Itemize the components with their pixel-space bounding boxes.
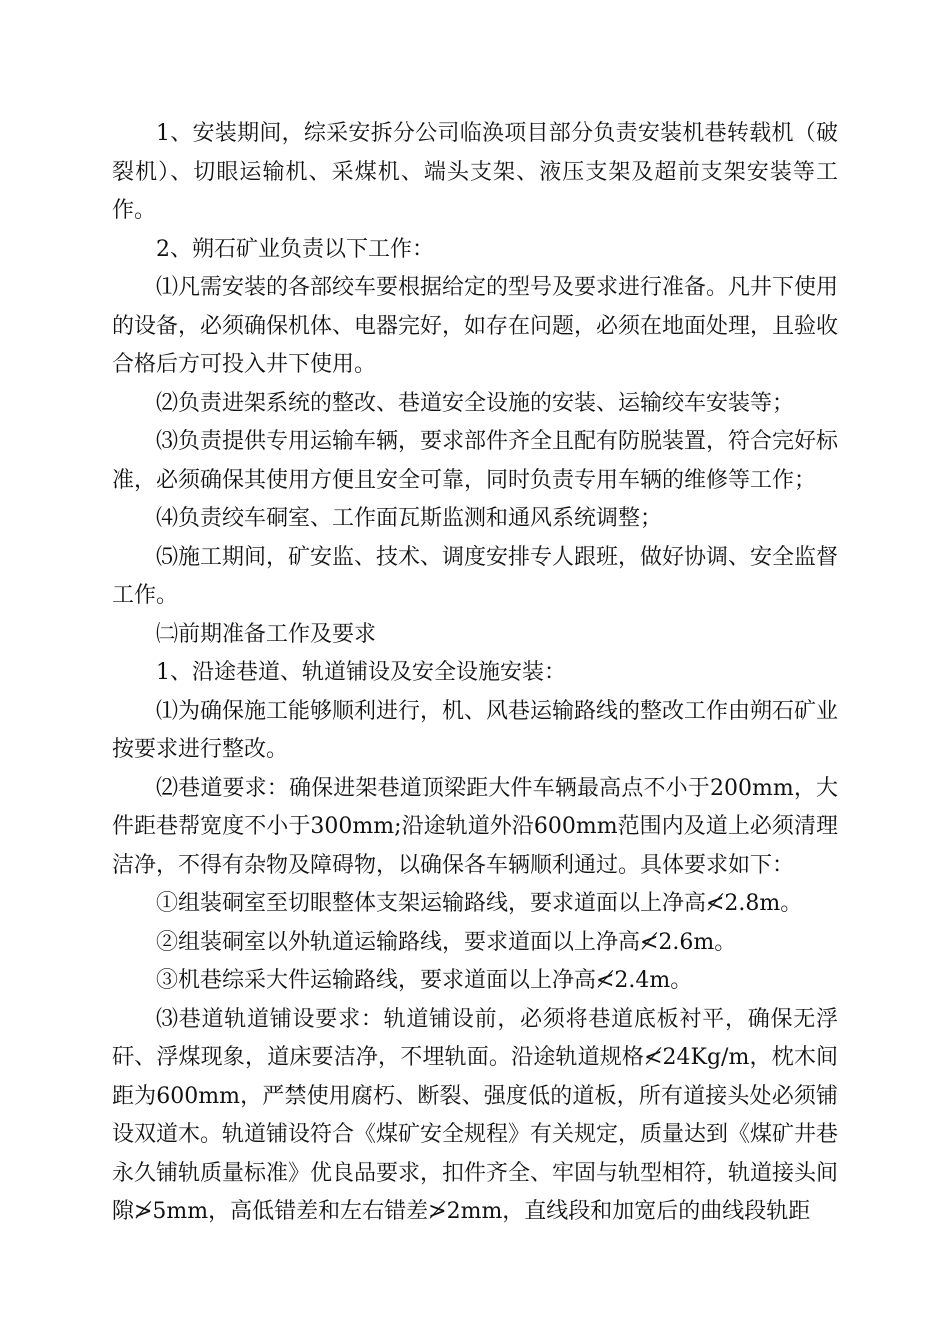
paragraph-sub-1-route: ⑴为确保施工能够顺利进行，机、风巷运输路线的整改工作由朔石矿业按要求进行整改。 — [112, 698, 839, 762]
paragraph-item-2-rectification: ⑵负责进架系统的整改、巷道安全设施的安装、运输绞车安装等； — [156, 390, 795, 416]
paragraph-circled-1: ①组装硐室至切眼整体支架运输路线，要求道面以上净高≮2.8m。 — [156, 891, 803, 916]
paragraph-item-4-gas-monitoring: ⑷负责绞车硐室、工作面瓦斯监测和通风系统调整； — [156, 506, 663, 531]
paragraph-shuoshi-heading: 2、朔石矿业负责以下工作： — [156, 236, 434, 262]
document-body — [112, 115, 838, 1232]
paragraph-item-5-supervision: ⑸施工期间，矿安监、技术、调度安排专人跟班，做好协调、安全监督工作。 — [112, 544, 839, 608]
paragraph-sub-3-track-laying: ⑶巷道轨道铺设要求：轨道铺设前，必须将巷道底板衬平，确保无浮矸、浮煤现象，道床要洁净，不埋轨面。沿途轨道规格≮24Kg/m，枕木间距为600mm，严禁使用腐朽、断裂、强度低的道板，所有道接头处必须铺设双道木。轨道铺设符合《煤矿安全规程》有关规定，质量达到《煤矿井巷永久铺轨质量标准》优良品要求，扣件齐全、牢固与轨型相符，轨道接头间隙≯5mm，高低错差和左右错差≯2mm，直线段和加宽后的曲线段轨距 — [112, 1006, 839, 1224]
paragraph-installation-duty: 1、安装期间，综采安拆分公司临涣项目部分负责安装机巷转载机（破裂机）、切眼运输机、采煤机、端头支架、液压支架及超前支架安装等工作。 — [112, 121, 838, 223]
paragraph-item-3-vehicles: ⑶负责提供专用运输车辆，要求部件齐全且配有防脱装置，符合完好标准，必须确保其使用方便且安全可靠，同时负责专用车辆的维修等工作； — [112, 429, 839, 493]
subheading-roadway-track: 1、沿途巷道、轨道铺设及安全设施安装： — [156, 660, 566, 685]
paragraph-item-1-winch: ⑴凡需安装的各部绞车要根据给定的型号及要求进行准备。凡井下使用的设备，必须确保机体、电器完好，如存在问题，必须在地面处理，且验收合格后方可投入井下使用。 — [112, 275, 839, 377]
section-heading-preparation: ㈡前期准备工作及要求 — [156, 621, 377, 647]
paragraph-circled-2: ②组装硐室以外轨道运输路线，要求道面以上净高≮2.6m。 — [156, 929, 737, 955]
paragraph-sub-2-roadway-requirements: ⑵巷道要求：确保进架巷道顶梁距大件车辆最高点不小于200mm，大件距巷帮宽度不小于300mm;沿途轨道外沿600mm范围内及道上必须清理洁净，不得有杂物及障碍物，以确保各车辆顺利通过。具体要求如下： — [112, 775, 838, 878]
paragraph-circled-3: ③机巷综采大件运输路线，要求道面以上净高≮2.4m。 — [156, 968, 693, 993]
